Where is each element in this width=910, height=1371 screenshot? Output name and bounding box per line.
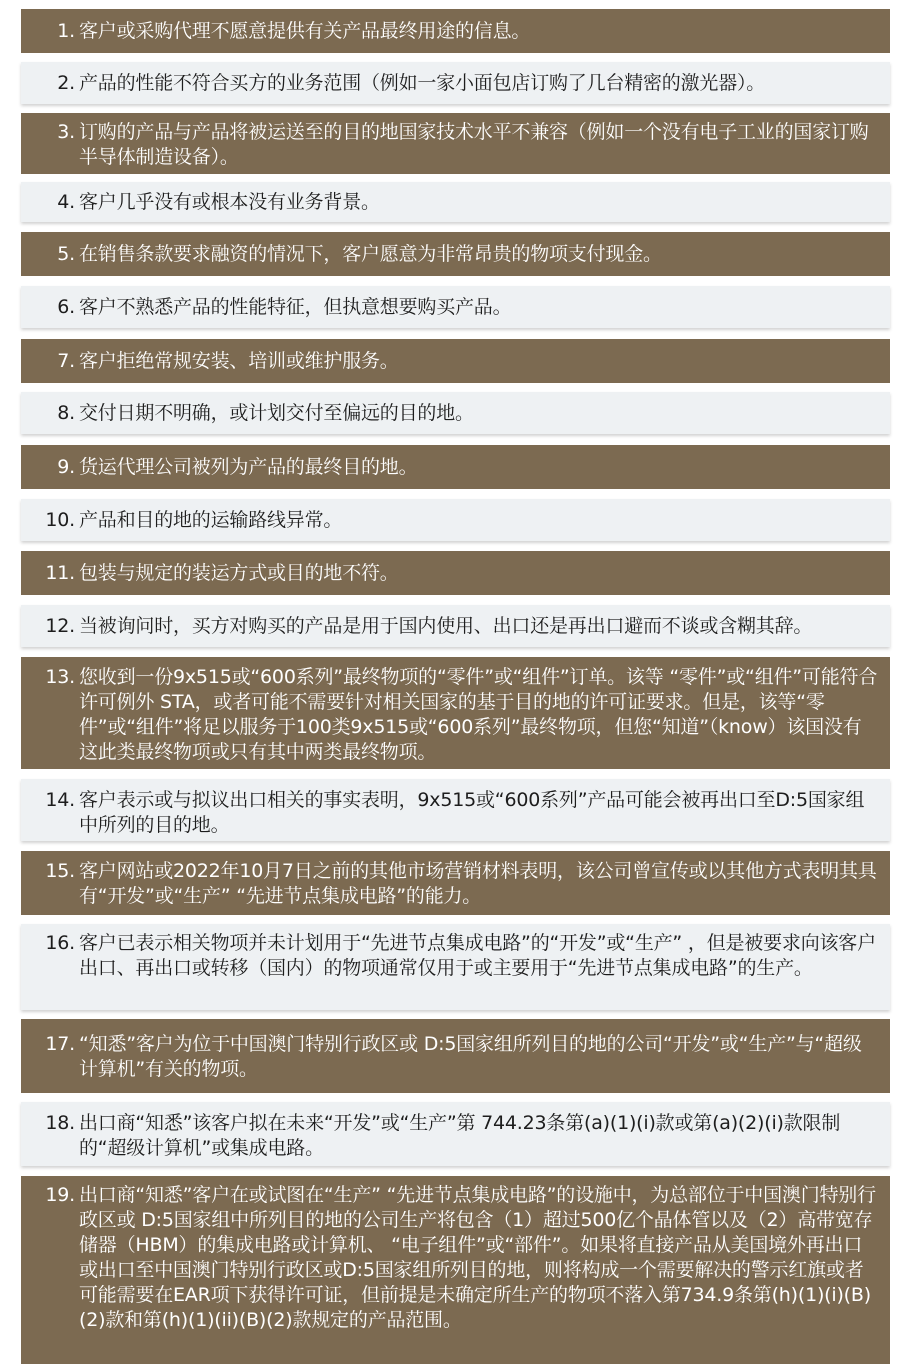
item-text: “知悉”客户为位于中国澳门特别行政区或 D:5国家组所列目的地的公司“开发”或“生产”与“超级计算机”有关的物项。 [79,1033,862,1080]
item-number: 19. [45,1184,75,1206]
list-item [21,605,890,647]
list-item [21,113,890,174]
list-item [21,286,890,328]
item-number: 16. [45,932,75,954]
list-item [21,339,890,383]
item-number: 11. [45,562,75,584]
item-text: 客户几乎没有或根本没有业务背景。 [79,191,380,213]
item-text: 您收到一份9x515或“600系列”最终物项的“零件”或“组件”订单。该等 “零件”或“组件”可能符合许可例外 STA，或者可能不需要针对相关国家的基于目的地的许可证要求。但是，该等“零件”或“组件”将足以服务于100类9x515或“600系列”最终物项，但您“知道”（know）该国没有这此类最终物项或只有其中两类最终物项。 [79,666,878,763]
item-text: 订购的产品与产品将被运送至的目的地国家技术水平不兼容（例如一个没有电子工业的国家订购半导体制造设备）。 [79,121,869,168]
item-number: 17. [45,1033,75,1055]
item-number: 9. [57,456,75,478]
item-number: 2. [57,72,75,94]
item-number: 1. [57,20,75,42]
item-text: 客户不熟悉产品的性能特征，但执意想要购买产品。 [79,296,512,318]
list-item [21,1176,890,1364]
list-item [21,551,890,595]
item-number: 7. [57,350,75,372]
list-item [21,851,890,915]
item-text: 出口商“知悉”客户在或试图在“生产” “先进节点集成电路”的设施中，为总部位于中国澳门特别行政区或 D:5国家组中所列目的地的公司生产将包含（1）超过500亿个晶体管以及（2）高带宽存储器（HBM）的集成电路或计算机、 “电子组件”或“部件”。如果将直接产品从美国境外再出口或出口至中国澳门特别行政区或D:5国家组所列目的地，则将构成一个需要解决的警示红旗或者可能需要在EAR项下获得许可证，但前提是未确定所生产的物项不落入第734.9条第(h)(1)(i)(B)(2)款和第(h)(1)(ii)(B)(2)款规定的产品范围。 [79,1184,876,1331]
list-item [21,62,890,104]
item-number: 8. [57,402,75,424]
item-number: 5. [57,243,75,265]
item-number: 12. [45,615,75,637]
list-item [21,499,890,541]
item-text: 产品的性能不符合买方的业务范围（例如一家小面包店订购了几台精密的激光器）。 [79,72,766,94]
list-item [21,657,890,769]
item-text: 交付日期不明确，或计划交付至偏远的目的地。 [79,402,474,424]
item-text: 客户已表示相关物项并未计划用于“先进节点集成电路”的“开发”或“生产” ，但是被要求向该客户出口、再出口或转移（国内）的物项通常仅用于或主要用于“先进节点集成电路”的生产。 [79,932,876,979]
list-item [21,779,890,841]
list-item [21,232,890,276]
item-text: 当被询问时，买方对购买的产品是用于国内使用、出口还是再出口避而不谈或含糊其辞。 [79,615,813,637]
list-item [21,9,890,53]
list-item [21,1019,890,1093]
item-text: 客户或采购代理不愿意提供有关产品最终用途的信息。 [79,20,531,42]
item-number: 15. [45,860,75,882]
item-number: 10. [45,509,75,531]
item-number: 18. [45,1112,75,1134]
item-number: 3. [57,121,75,143]
item-number: 6. [57,296,75,318]
item-text: 包装与规定的装运方式或目的地不符。 [79,562,399,584]
item-number: 4. [57,191,75,213]
list-item [21,392,890,434]
item-text: 在销售条款要求融资的情况下，客户愿意为非常昂贵的物项支付现金。 [79,243,662,265]
item-text: 产品和目的地的运输路线异常。 [79,509,343,531]
list-item [21,445,890,489]
item-text: 出口商“知悉”该客户拟在未来“开发”或“生产”第 744.23条第(a)(1)(i)款或第(a)(2)(i)款限制的“超级计算机”或集成电路。 [79,1112,841,1159]
item-text: 客户网站或2022年10月7日之前的其他市场营销材料表明，该公司曾宣传或以其他方式表明其具有“开发”或“生产” “先进节点集成电路”的能力。 [79,860,877,907]
list-item [21,924,890,1010]
list-item [21,182,890,222]
item-text: 客户拒绝常规安装、培训或维护服务。 [79,350,399,372]
list-item [21,1102,890,1166]
item-text: 客户表示或与拟议出口相关的事实表明，9x515或“600系列”产品可能会被再出口至D:5国家组中所列的目的地。 [79,789,865,836]
item-text: 货运代理公司被列为产品的最终目的地。 [79,456,418,478]
item-number: 13. [45,666,75,688]
item-number: 14. [45,789,75,811]
